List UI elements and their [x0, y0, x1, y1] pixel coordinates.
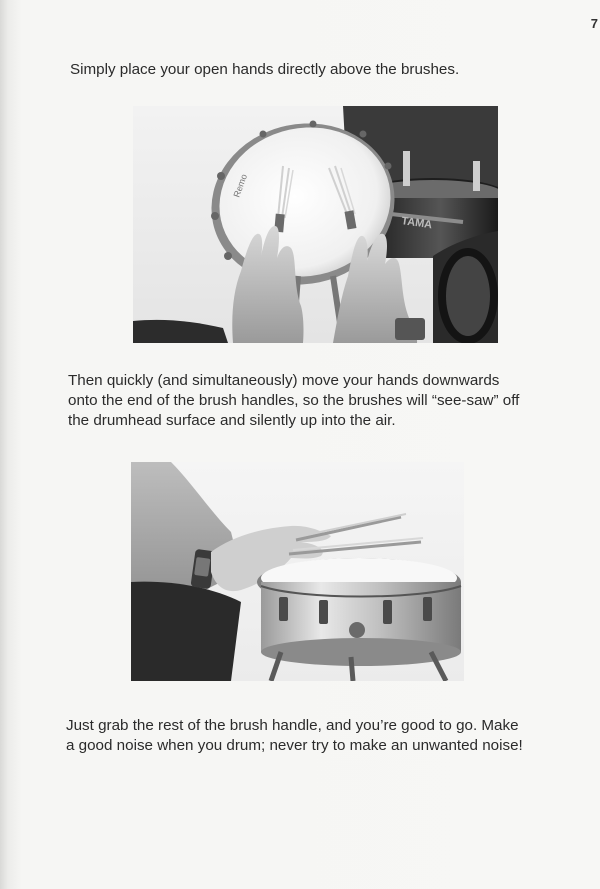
photo-brush-see-saw [131, 462, 464, 681]
instruction-paragraph-2 [68, 371, 588, 431]
photo-hands-above-brushes [133, 106, 498, 343]
instruction-text-2a: Then quickly (and simultaneously) move your hands downwards [68, 372, 500, 389]
svg-text:Remo: Remo [231, 172, 250, 199]
instruction-text-2c: the drumhead surface and silently up into the air. [68, 412, 396, 429]
instruction-text-3a: Just grab the rest of the brush handle, and you’re good to go. Make [66, 717, 519, 734]
instruction-paragraph-1 [70, 60, 570, 80]
instruction-text-1: Simply place your open hands directly above the brushes. [70, 61, 460, 78]
page-number: 7 [590, 16, 598, 31]
instruction-paragraph-3 [66, 716, 586, 756]
instruction-text-2b: onto the end of the brush handles, so the brushes will “see-saw” off [68, 392, 520, 409]
drum-brand-text: TAMA [400, 215, 433, 232]
instruction-text-3b: a good noise when you drum; never try to make an unwanted noise! [66, 737, 523, 754]
